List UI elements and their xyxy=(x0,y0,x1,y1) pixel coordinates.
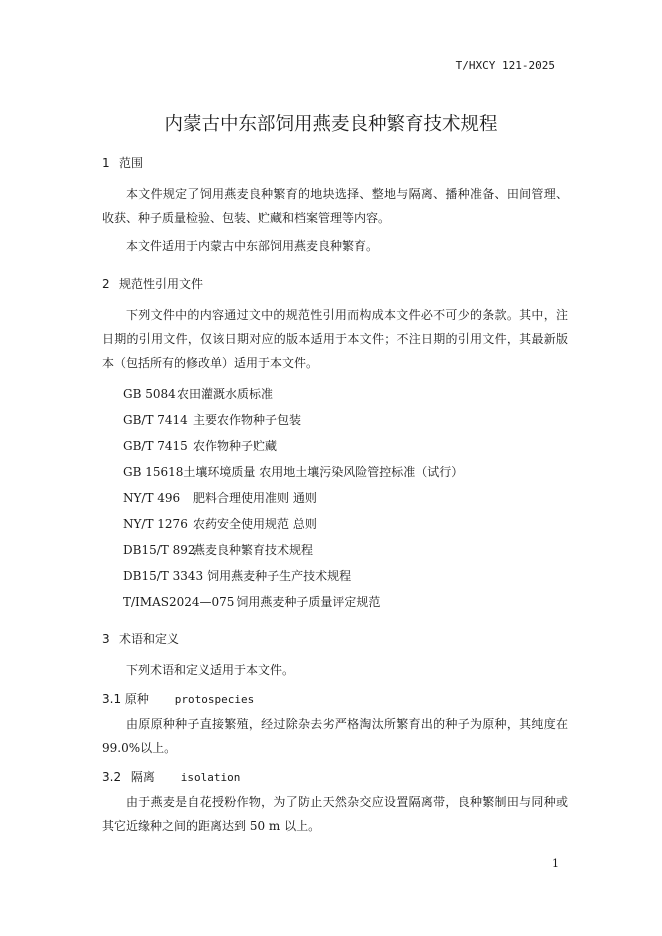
term-3-2-heading xyxy=(102,768,240,785)
section-title: 术语和定义 xyxy=(119,632,180,646)
document-number: T/HXCY 121-2025 xyxy=(455,59,555,72)
section-number: 1 xyxy=(102,156,110,170)
reference-code: DB15/T 892 xyxy=(123,543,196,557)
reference-code: GB 15618 xyxy=(123,465,184,479)
section-2-paragraph: 下列文件中的内容通过文中的规范性引用而构成本文件必不可少的条款。其中，注日期的引用文件，仅该日期对应的版本适用于本文件；不注日期的引用文件，其最新版本（包括所有的修改单）适用于本文件。 xyxy=(102,308,568,370)
reference-code: T/IMAS2024—075 xyxy=(123,595,235,609)
reference-code: NY/T 1276 xyxy=(123,517,188,531)
reference-code: GB/T 7414 xyxy=(123,413,188,427)
reference-title: 农药安全使用规范 总则 xyxy=(193,517,317,531)
reference-code: GB/T 7415 xyxy=(123,439,188,453)
term-number: 3.2 xyxy=(102,770,122,784)
term-english: protospecies xyxy=(174,693,255,706)
section-title: 规范性引用文件 xyxy=(119,277,204,291)
reference-title: 饲用燕麦种子生产技术规程 xyxy=(207,569,352,583)
reference-title: 农作物种子贮藏 xyxy=(193,439,278,453)
reference-item xyxy=(123,541,313,558)
reference-item xyxy=(123,567,351,584)
reference-item xyxy=(123,489,317,506)
section-1-heading xyxy=(102,154,143,171)
term-3-1-heading xyxy=(102,690,254,707)
page-number: 1 xyxy=(552,857,559,870)
reference-title: 饲用燕麦种子质量评定规范 xyxy=(236,595,381,609)
reference-item xyxy=(123,411,301,428)
term-number: 3.1 xyxy=(102,692,122,706)
reference-item xyxy=(123,593,380,610)
section-number: 2 xyxy=(102,277,110,291)
reference-title: 土壤环境质量 农用地土壤污染风险管控标准（试行） xyxy=(183,465,464,479)
section-title: 范围 xyxy=(119,156,144,170)
section-number: 3 xyxy=(102,632,110,646)
section-1-paragraph-2: 本文件适用于内蒙古中东部饲用燕麦良种繁育。 xyxy=(126,239,379,253)
section-2-heading xyxy=(102,275,203,292)
reference-item xyxy=(123,515,317,532)
reference-title: 主要农作物种子包装 xyxy=(193,413,302,427)
reference-title: 肥料合理使用准则 通则 xyxy=(193,491,317,505)
reference-item xyxy=(123,437,277,454)
reference-title: 农田灌溉水质标准 xyxy=(177,387,274,401)
reference-code: NY/T 496 xyxy=(123,491,181,505)
reference-item xyxy=(123,385,273,402)
term-3-2-definition: 由于燕麦是自花授粉作物，为了防止天然杂交应设置隔离带，良种繁制田与同种或其它近缘种之间的距离达到 50 m 以上。 xyxy=(102,795,568,833)
document-title: 内蒙古中东部饲用燕麦良种繁育技术规程 xyxy=(164,114,498,135)
term-english: isolation xyxy=(180,771,241,784)
section-1-paragraph-1: 本文件规定了饲用燕麦良种繁育的地块选择、整地与隔离、播种准备、田间管理、收获、种子质量检验、包装、贮藏和档案管理等内容。 xyxy=(102,187,568,225)
term-name: 原种 xyxy=(124,692,149,706)
term-3-1-definition: 由原原种种子直接繁殖，经过除杂去劣严格淘汰所繁育出的种子为原种，其纯度在 99.0%以上。 xyxy=(102,717,568,755)
term-name: 隔离 xyxy=(130,770,155,784)
section-3-intro: 下列术语和定义适用于本文件。 xyxy=(126,663,295,677)
section-3-heading xyxy=(102,630,179,647)
reference-code: DB15/T 3343 xyxy=(123,569,204,583)
reference-item xyxy=(123,463,463,480)
reference-title: 燕麦良种繁育技术规程 xyxy=(193,543,314,557)
reference-code: GB 5084 xyxy=(123,387,176,401)
